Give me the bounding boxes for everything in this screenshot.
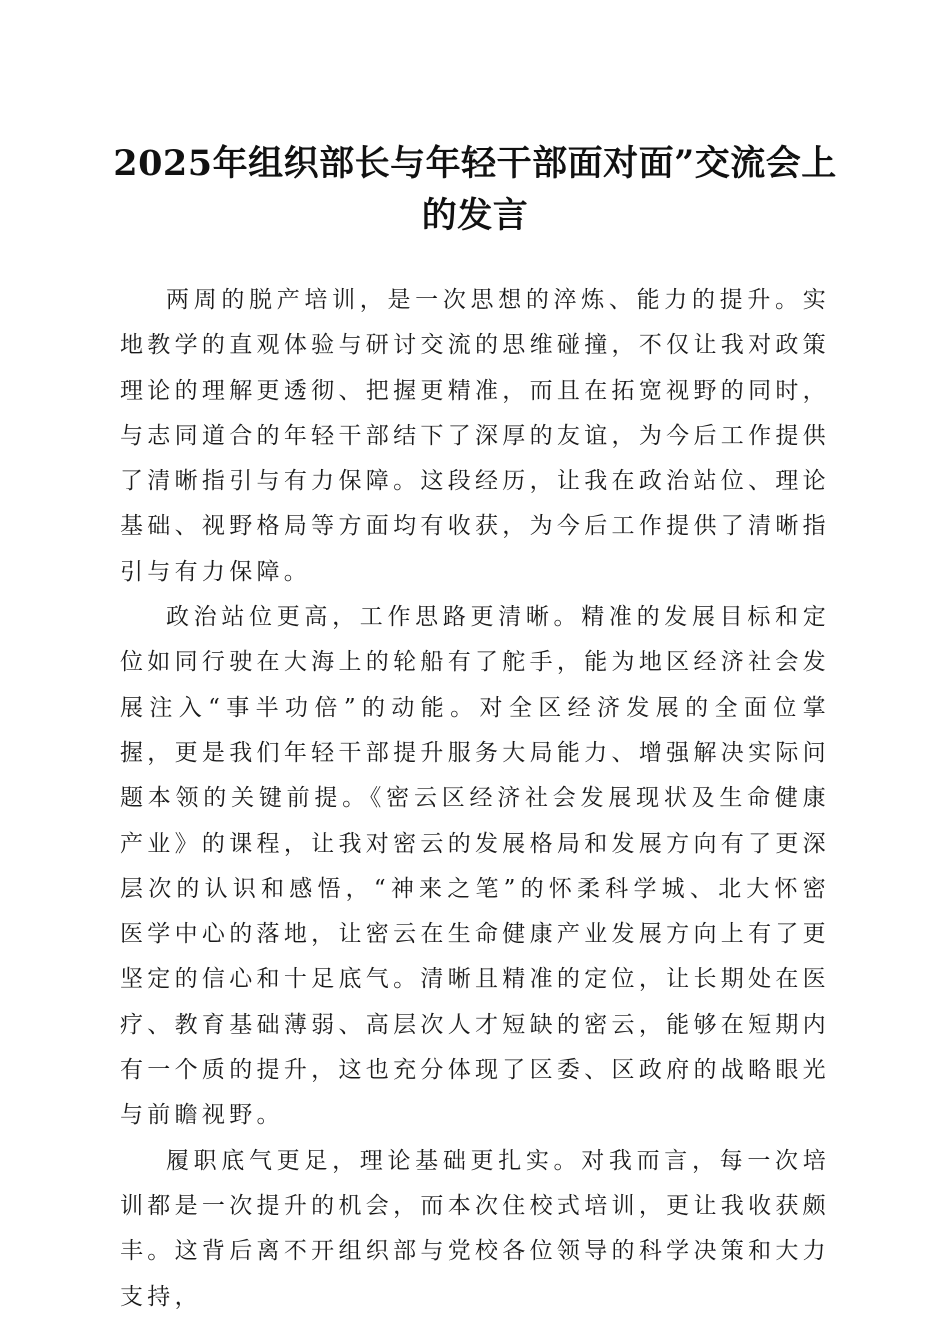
paragraph-3: 履职底气更足，理论基础更扎实。对我而言，每一次培训都是一次提升的机会，而本次住校式培训，更让我收获颇丰。这背后离不开组织部与党校各位领导的科学决策和大力支持，: [120, 1147, 830, 1310]
paragraph-2: 政治站位更高，工作思路更清晰。精准的发展目标和定位如同行驶在大海上的轮船有了舵手，能为地区经济社会发展注入“事半功倍”的动能。对全区经济发展的全面位掌握，更是我们年轻干部提升服务大局能力、增强解决实际问题本领的关键前提。《密云区经济社会发展现状及生命健康产业》的课程，让我对密云的发展格局和发展方向有了更深层次的认识和感悟，“神来之笔”的怀柔科学城、北大怀密医学中心的落地，让密云在生命健康产业发展方向上有了更坚定的信心和十足底气。清晰且精准的定位，让长期处在医疗、教育基础薄弱、高层次人才短缺的密云，能够在短期内有一个质的提升，这也充分体现了区委、区政府的战略眼光与前瞻视野。: [120, 604, 830, 1129]
document-body: [120, 278, 830, 1320]
document-title: 2025年组织部长与年轻干部面对面”交流会上的发言: [113, 143, 837, 236]
paragraph-1: 两周的脱产培训，是一次思想的淬炼、能力的提升。实地教学的直观体验与研讨交流的思维碰撞，不仅让我对政策理论的理解更透彻、把握更精准，而且在拓宽视野的同时，与志同道合的年轻干部结下了深厚的友谊，为今后工作提供了清晰指引与有力保障。这段经历，让我在政治站位、理论基础、视野格局等方面均有收获，为今后工作提供了清晰指引与有力保障。: [120, 287, 830, 585]
